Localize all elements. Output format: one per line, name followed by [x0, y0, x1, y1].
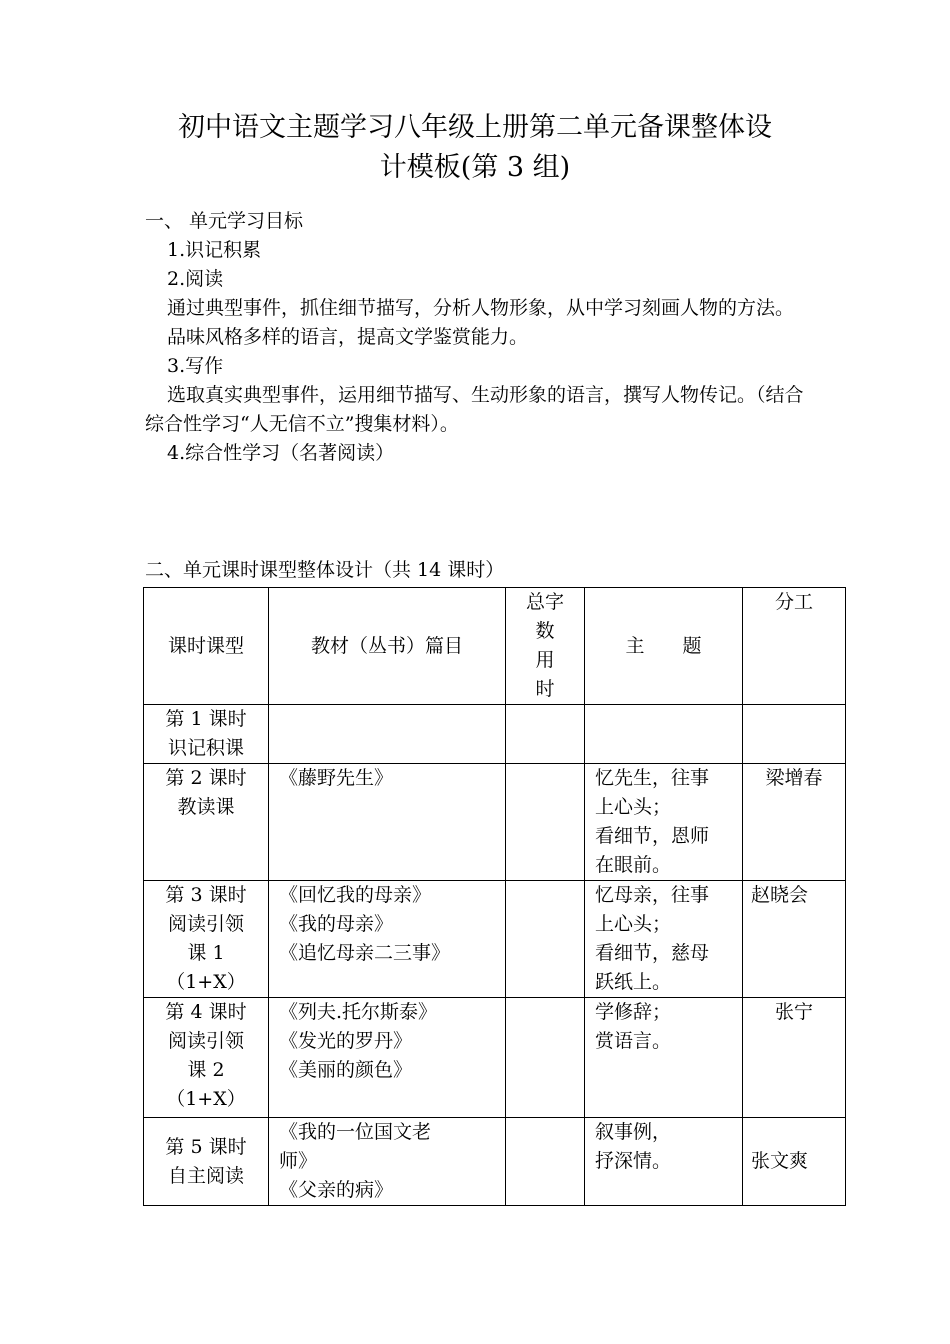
document-title [100, 108, 850, 188]
division-cell: 张宁 [743, 998, 846, 1118]
theme-line: 学修辞； [595, 1001, 672, 1023]
table-header-row [144, 588, 846, 705]
title-line-2: 计模板(第 3 组) [379, 152, 571, 183]
textbook-title: 《列夫.托尔斯泰》 [279, 1001, 438, 1023]
header-time-line: 总字 [525, 591, 564, 613]
lesson-type: 阅读引领 [167, 913, 244, 935]
time-cell [506, 998, 585, 1118]
header-time-line: 时 [535, 678, 555, 700]
lesson-type-cell [144, 764, 269, 881]
theme-cell [585, 764, 743, 881]
textbook-title: 《美丽的颜色》 [279, 1059, 413, 1081]
title-line-1: 初中语文主题学习八年级上册第二单元备课整体设 [178, 112, 772, 143]
header-lesson-type: 课时课型 [144, 588, 269, 705]
theme-cell [585, 705, 743, 764]
table-row [144, 705, 846, 764]
textbook-title: 《发光的罗丹》 [279, 1030, 413, 1052]
table-row [144, 998, 846, 1118]
lesson-type: 自主阅读 [167, 1164, 244, 1187]
lesson-type-cell [144, 705, 269, 764]
theme-line: 看细节，慈母 [595, 942, 710, 964]
header-time [506, 588, 585, 705]
textbook-cell [269, 998, 506, 1118]
lesson-number: 第 3 课时 [165, 884, 247, 906]
goal-item-comprehensive: 4.综合性学习（名著阅读） [167, 442, 395, 464]
textbook-cell [269, 705, 506, 764]
reading-paragraph-1: 通过典型事件，抓住细节描写，分析人物形象，从中学习刻画人物的方法。 [167, 297, 795, 319]
table-row [144, 881, 846, 998]
lesson-number: 第 2 课时 [165, 767, 247, 789]
goal-item-memorize: 1.识记积累 [167, 239, 262, 261]
lesson-type: 课 2 [187, 1059, 225, 1081]
textbook-title: 师》 [279, 1150, 318, 1172]
textbook-cell [269, 1118, 506, 1206]
time-cell [506, 881, 585, 998]
table-row [144, 1118, 846, 1206]
theme-line: 在眼前。 [595, 854, 672, 876]
lesson-type: 教读课 [177, 796, 235, 818]
time-cell [506, 705, 585, 764]
theme-line: 抒深情。 [595, 1150, 672, 1172]
table-row [144, 764, 846, 881]
lesson-number: 第 5 课时 [165, 1135, 247, 1158]
theme-line: 上心头； [595, 913, 672, 935]
lesson-type: 识记积课 [167, 737, 244, 759]
textbook-title: 《追忆母亲二三事》 [279, 942, 451, 964]
lesson-plan-table [143, 587, 846, 1206]
theme-cell [585, 998, 743, 1118]
division-cell: 赵晓会 [743, 881, 846, 998]
lesson-type-cell [144, 881, 269, 998]
theme-line: 忆先生，往事 [595, 767, 710, 789]
textbook-title: 《藤野先生》 [279, 767, 394, 789]
theme-line: 忆母亲，往事 [595, 884, 710, 906]
header-time-line: 用 [535, 649, 555, 671]
writing-paragraph: 选取真实典型事件，运用细节描写、生动形象的语言，撰写人物传记。（结合综合性学习“人无信不立”搜集材料）。 [145, 384, 804, 435]
division-cell: 梁增春 [743, 764, 846, 881]
section-unit-goals [145, 207, 805, 468]
lesson-type-cell [144, 1118, 269, 1206]
goal-item-reading: 2.阅读 [167, 268, 224, 290]
textbook-cell [269, 881, 506, 998]
reading-paragraph-2: 品味风格多样的语言，提高文学鉴赏能力。 [167, 326, 529, 348]
lesson-number: 第 1 课时 [165, 708, 247, 730]
division-cell: 张文爽 [743, 1118, 846, 1206]
section-heading-lesson-design: 二、单元课时课型整体设计（共 14 课时） [145, 559, 505, 581]
header-time-line: 数 [535, 620, 555, 642]
header-theme: 主 题 [585, 588, 743, 705]
time-cell [506, 764, 585, 881]
theme-line: 跃纸上。 [595, 971, 672, 993]
lesson-number: 第 4 课时 [165, 1001, 247, 1023]
lesson-type: （1+X） [166, 1088, 246, 1110]
theme-line: 叙事例， [595, 1121, 672, 1143]
theme-line: 赏语言。 [595, 1030, 672, 1052]
lesson-type: 阅读引领 [167, 1030, 244, 1052]
division-cell [743, 705, 846, 764]
textbook-title: 《回忆我的母亲》 [279, 884, 432, 906]
theme-line: 上心头； [595, 796, 672, 818]
section-heading: 一、 单元学习目标 [145, 210, 304, 232]
textbook-cell [269, 764, 506, 881]
lesson-type-cell [144, 998, 269, 1118]
textbook-title: 《我的母亲》 [279, 913, 394, 935]
time-cell [506, 1118, 585, 1206]
textbook-title: 《父亲的病》 [279, 1179, 394, 1201]
header-textbook: 教材（丛书）篇目 [269, 588, 506, 705]
lesson-type: 课 1 [187, 942, 225, 964]
textbook-title: 《我的一位国文老 [279, 1121, 432, 1143]
lesson-type: （1+X） [166, 971, 246, 993]
header-division: 分工 [743, 588, 846, 705]
theme-cell [585, 1118, 743, 1206]
goal-item-writing: 3.写作 [167, 355, 224, 377]
theme-cell [585, 881, 743, 998]
theme-line: 看细节，恩师 [595, 825, 710, 847]
